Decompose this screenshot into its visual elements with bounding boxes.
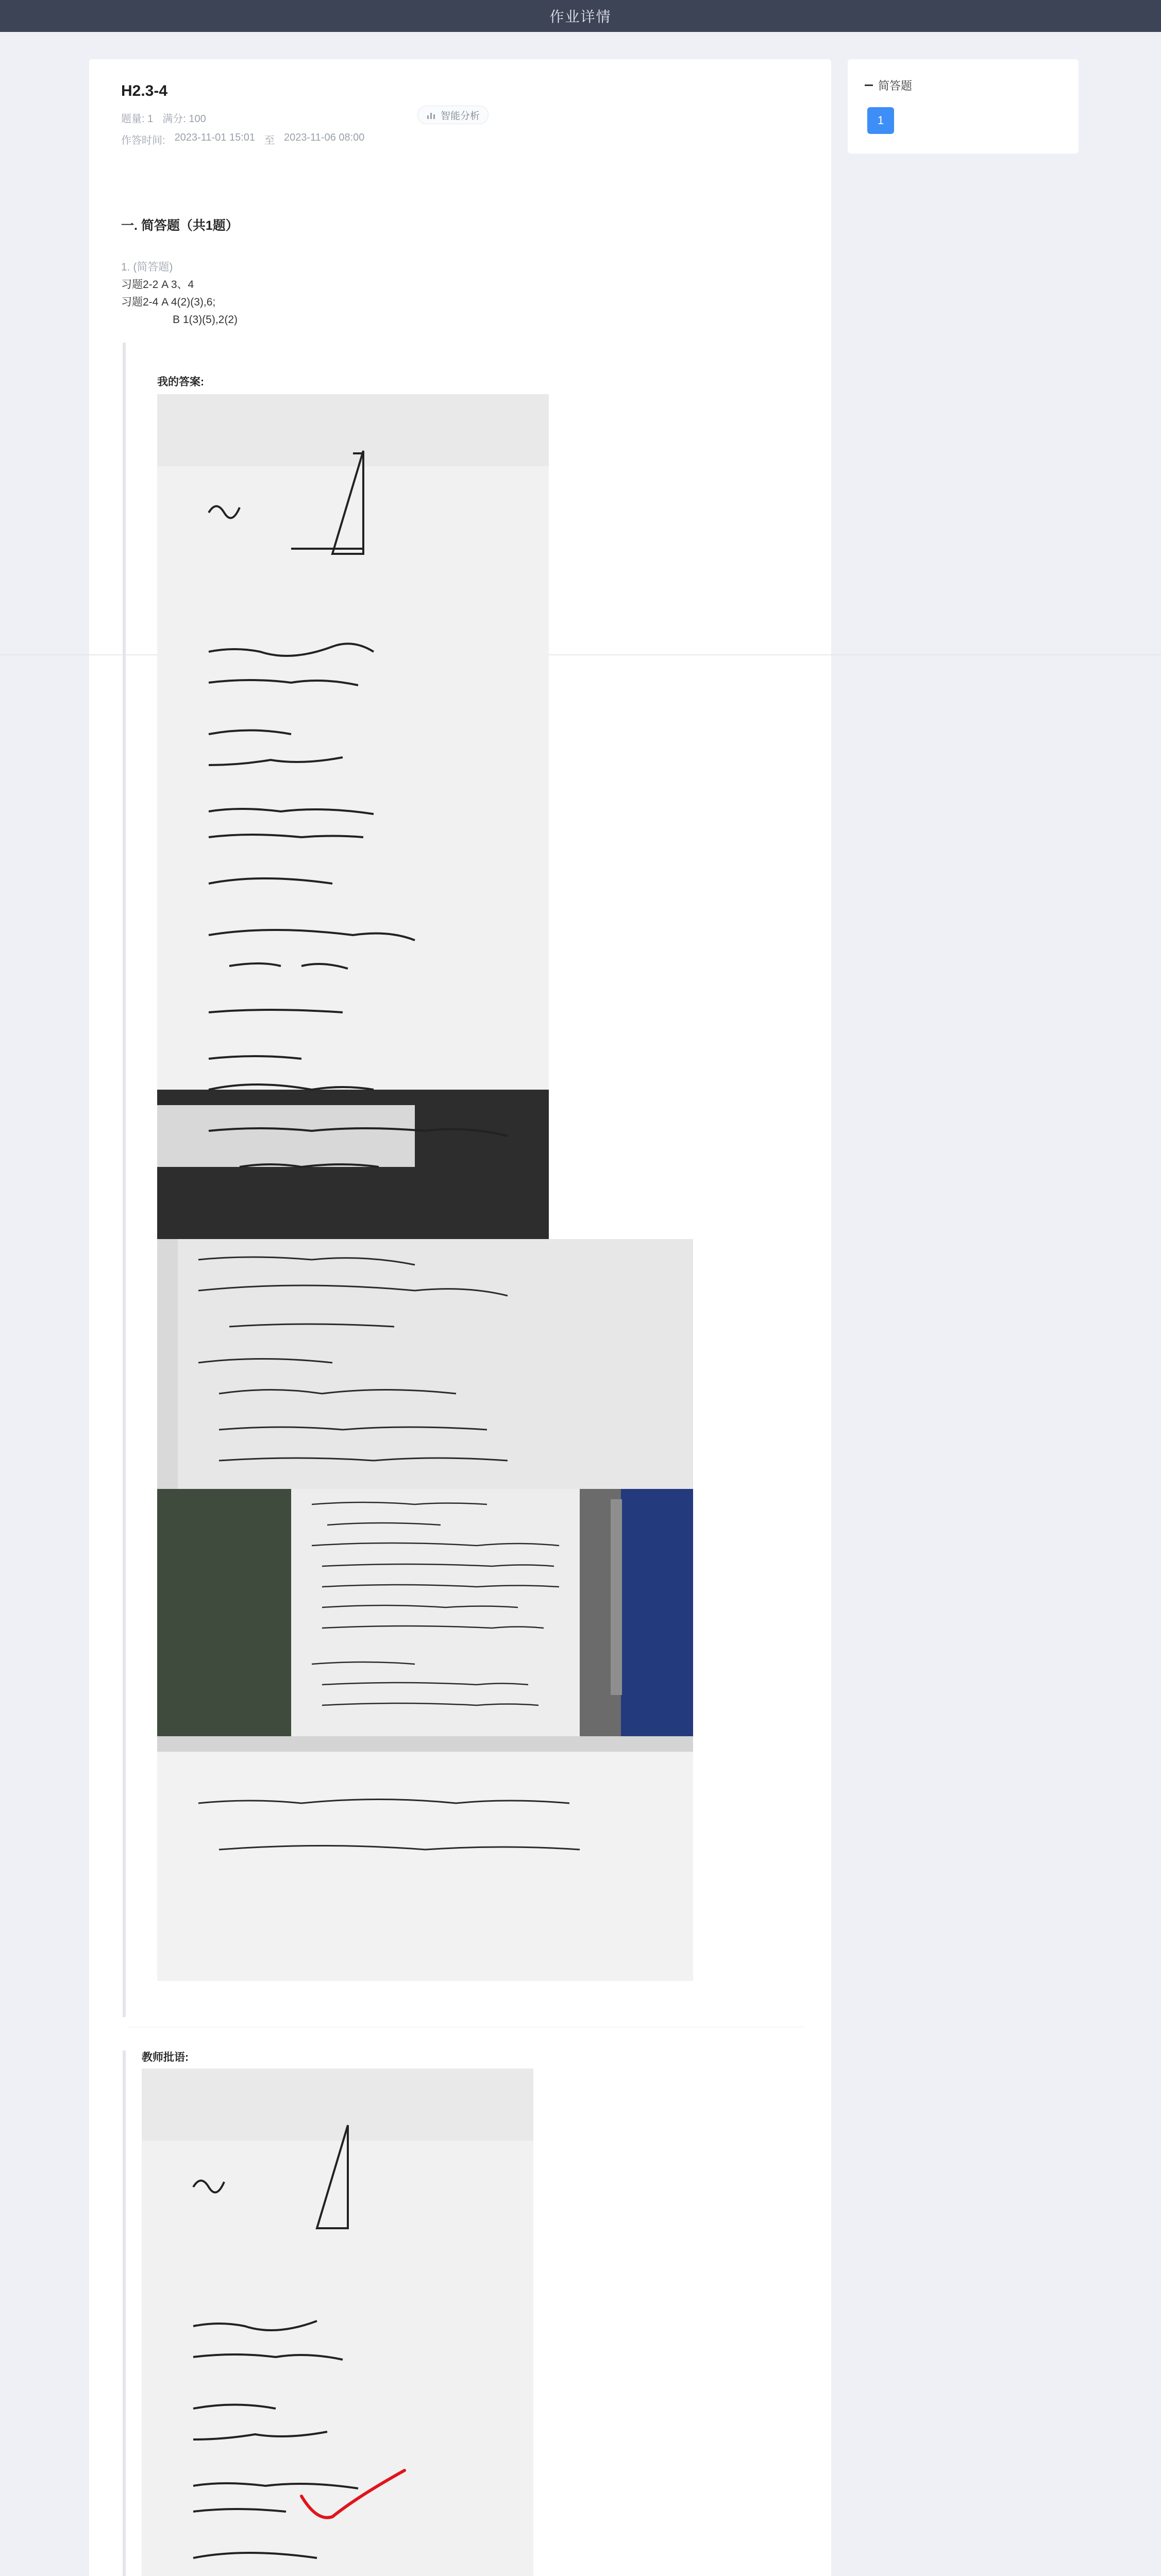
question-line-3: B 1(3)(5),2(2) [173,314,238,326]
question-navigator-card [848,59,1079,154]
sidebar-section-title [865,77,912,93]
start-time: 2023-11-01 15:01 [174,132,255,143]
question-number-type: 1. (简答题) [121,261,173,273]
question-content [121,259,238,329]
smart-analysis-button[interactable] [417,106,489,124]
question-line-1: 习题2-2 A 3、4 [121,279,194,291]
answer-side-bar [123,343,126,2017]
teacher-photo-1[interactable] [142,2069,533,2576]
question-count: 题量: 1 [121,113,154,125]
homework-stats [121,110,206,125]
teacher-comment-label: 教师批语: [142,2052,189,2063]
page-title: 作业详情 [549,9,612,25]
answer-photo-1[interactable] [157,394,549,1239]
section-dash-icon [865,84,873,86]
section-title: 一. 简答题（共1题） [121,218,239,233]
top-navigation-bar [0,0,1161,32]
chart-icon [426,110,436,120]
teacher-side-bar [123,2050,126,2576]
sidebar-title-text: 简答题 [878,79,913,92]
homework-title: H2.3-4 [121,82,168,99]
homework-time-range [121,132,364,147]
answer-photo-4[interactable] [157,1736,693,1981]
question-1-button[interactable]: 1 [867,107,894,134]
smart-analysis-label: 智能分析 [441,110,480,122]
total-score: 满分: 100 [162,113,206,125]
my-answer-label: 我的答案: [157,376,204,388]
time-label: 作答时间: [121,135,165,146]
to-label: 至 [264,135,275,146]
answer-photo-3[interactable] [157,1489,693,1736]
end-time: 2023-11-06 08:00 [284,132,365,143]
answer-photo-2[interactable] [157,1239,693,1489]
question-line-2: 习题2-4 A 4(2)(3),6; [121,296,216,308]
